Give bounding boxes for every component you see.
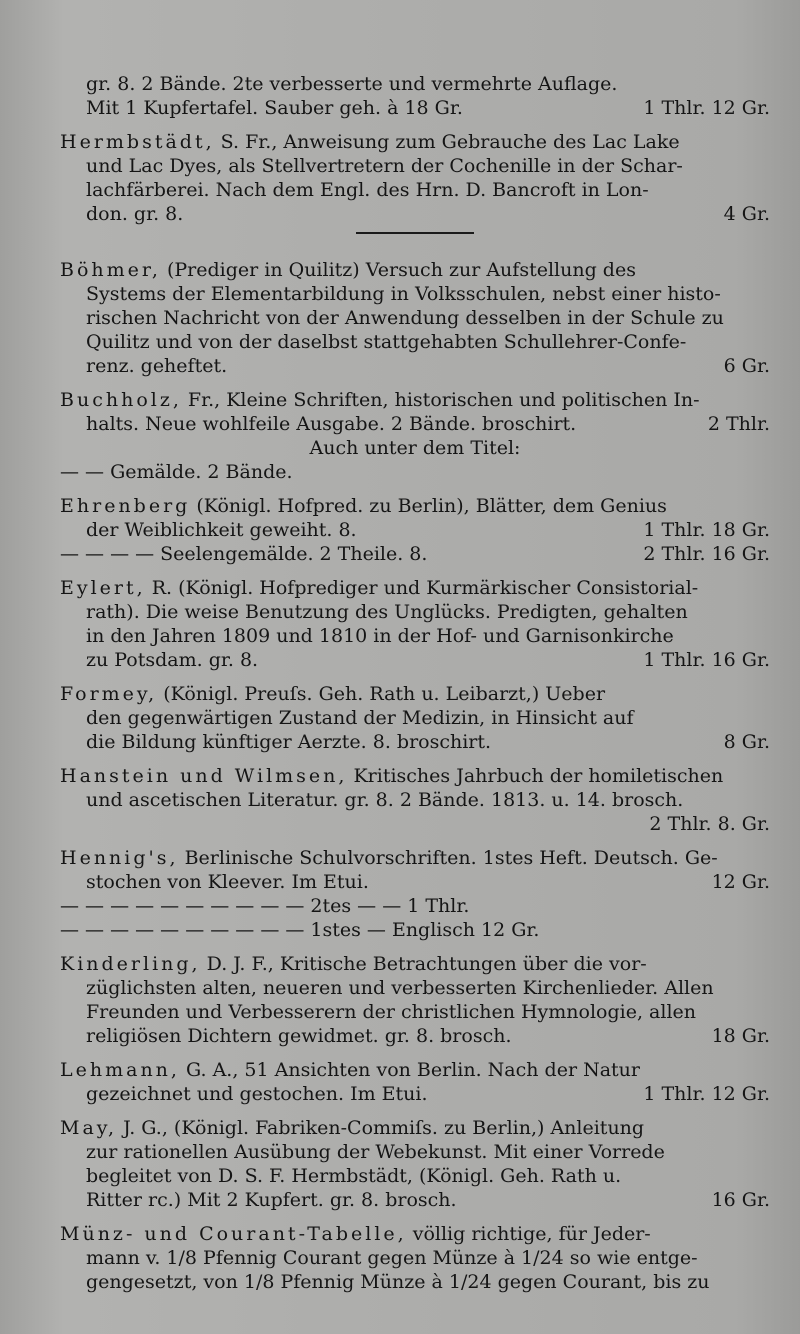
line-text: — — — — — — — — — — 1stes — Englisch 12 Gr. (60, 919, 540, 941)
line-text: gezeichnet und gestochen. Im Etui. (86, 1083, 428, 1105)
title-text: J. G., (Königl. Fabriken-Commiſs. zu Berlin,) Anleitung (117, 1117, 645, 1139)
line-text: gengesetzt, von 1/8 Pfennig Münze à 1/24 gegen Courant, bis zu (86, 1271, 710, 1293)
line-text: don. gr. 8. (86, 203, 184, 225)
author-name: Buchholz, (60, 389, 182, 411)
line-text: der Weiblichkeit geweiht. 8. (86, 519, 357, 541)
entry-line (60, 72, 770, 96)
entry-line (60, 600, 770, 624)
price: 12 Gr. (711, 871, 770, 893)
entry-gap (60, 1212, 770, 1222)
title-text: (Prediger in Quilitz) Versuch zur Aufstellung des (160, 259, 636, 281)
line-text: lachfärberei. Nach dem Engl. des Hrn. D. Bancroft in Lon- (86, 179, 649, 201)
entry-line (60, 706, 770, 730)
entry-line (60, 330, 770, 354)
line-text: Auch unter dem Titel: (309, 437, 521, 459)
entry-gap (60, 672, 770, 682)
author-name: Ehrenberg (60, 495, 191, 517)
entry-line (60, 976, 770, 1000)
entry-line (60, 1246, 770, 1270)
title-text: Berlinische Schulvorschriften. 1stes Heft. Deutsch. Ge- (178, 847, 718, 869)
entry-line (60, 282, 770, 306)
entry-line (60, 130, 770, 154)
line-text: züglichsten alten, neueren und verbesserten Kirchenlieder. Allen (86, 977, 714, 999)
title-text: R. (Königl. Hofprediger und Kurmärkischer Consistorial- (145, 577, 699, 599)
entry-gap (60, 484, 770, 494)
line-text: Systems der Elementarbildung in Volksschulen, nebst einer histo- (86, 283, 721, 305)
line-text (60, 388, 700, 412)
line-text (60, 1222, 651, 1246)
entry-line (60, 518, 770, 542)
line-text: Freunden und Verbesserern der christlichen Hymnologie, allen (86, 1001, 697, 1023)
catalog-entry (60, 764, 770, 836)
entry-line (60, 258, 770, 282)
entry-line (60, 1270, 770, 1294)
catalog-entry (60, 952, 770, 1048)
price: 1 Thlr. 12 Gr. (643, 97, 770, 119)
entry-line (60, 460, 770, 484)
entry-line (60, 1116, 770, 1140)
catalog-entry (60, 1058, 770, 1106)
entry-line (60, 730, 770, 754)
entry-line (60, 1188, 770, 1212)
title-text: (Königl. Preuſs. Geh. Rath u. Leibarzt,) Ueber (157, 683, 606, 705)
entry-line (60, 354, 770, 378)
catalog-entry (60, 494, 770, 566)
author-name: Hanstein und Wilmsen, (60, 765, 348, 787)
entry-line (60, 306, 770, 330)
entry-line (60, 846, 770, 870)
price: 1 Thlr. 12 Gr. (643, 1083, 770, 1105)
entry-line (60, 96, 770, 120)
title-text: D. J. F., Kritische Betrachtungen über die vor- (200, 953, 647, 975)
line-text: Mit 1 Kupfertafel. Sauber geh. à 18 Gr. (86, 97, 463, 119)
price: 2 Thlr. 16 Gr. (643, 543, 770, 565)
line-text (60, 846, 718, 870)
entry-gap (60, 120, 770, 130)
catalog-entry (60, 1116, 770, 1212)
entry-line (60, 1000, 770, 1024)
line-text: die Bildung künftiger Aerzte. 8. broschirt. (86, 731, 492, 753)
entry-line (60, 788, 770, 812)
line-text: und Lac Dyes, als Stellvertretern der Cochenille in der Schar- (86, 155, 683, 177)
line-text: — — — — Seelengemälde. 2 Theile. 8. (60, 543, 428, 565)
price: 4 Gr. (723, 203, 770, 225)
catalog-entry (60, 576, 770, 672)
line-text (60, 682, 605, 706)
entry-line (60, 894, 770, 918)
entry-line (60, 178, 770, 202)
author-name: Lehmann, (60, 1059, 180, 1081)
line-text (60, 258, 636, 282)
entry-line (60, 952, 770, 976)
entry-line (60, 1140, 770, 1164)
author-name: Formey, (60, 683, 158, 705)
price: 1 Thlr. 18 Gr. (643, 519, 770, 541)
line-text: den gegenwärtigen Zustand der Medizin, in Hinsicht auf (86, 707, 634, 729)
line-text (60, 1058, 640, 1082)
price: 18 Gr. (711, 1025, 770, 1047)
entry-line (60, 412, 770, 436)
price: 1 Thlr. 16 Gr. (643, 649, 770, 671)
author-name: Eylert, (60, 577, 146, 599)
line-text: rath). Die weise Benutzung des Unglücks. Predigten, gehalten (86, 601, 688, 623)
entry-line (60, 682, 770, 706)
entry-gap (60, 836, 770, 846)
line-text: zur rationellen Ausübung der Webekunst. Mit einer Vorrede (86, 1141, 665, 1163)
line-text: rischen Nachricht von der Anwendung desselben in der Schule zu (86, 307, 724, 329)
line-text: stochen von Kleever. Im Etui. (86, 871, 369, 893)
entry-gap (60, 754, 770, 764)
author-name: May, (60, 1117, 118, 1139)
title-text: S. Fr., Anweisung zum Gebrauche des Lac Lake (214, 131, 680, 153)
title-text: G. A., 51 Ansichten von Berlin. Nach der Natur (179, 1059, 640, 1081)
entry-line (60, 1024, 770, 1048)
line-text: — — — — — — — — — — 2tes — — 1 Thlr. (60, 895, 470, 917)
author-name: Kinderling, (60, 953, 201, 975)
line-text: gr. 8. 2 Bände. 2te verbesserte und vermehrte Auflage. (86, 73, 618, 95)
entry-line (60, 388, 770, 412)
entry-line (60, 494, 770, 518)
price: 2 Thlr. 8. Gr. (649, 813, 770, 835)
entry-line (60, 576, 770, 600)
author-name: Münz- und Courant-Tabelle, (60, 1223, 407, 1245)
line-text: halts. Neue wohlfeile Ausgabe. 2 Bände. broschirt. (86, 413, 577, 435)
entry-line (60, 1164, 770, 1188)
line-text: und ascetischen Literatur. gr. 8. 2 Bände. 1813. u. 14. brosch. (86, 789, 684, 811)
entry-gap (60, 566, 770, 576)
title-text: Fr., Kleine Schriften, historischen und politischen In- (181, 389, 700, 411)
catalog-entry (60, 258, 770, 378)
catalog-column (60, 72, 770, 1294)
author-name: Hennig's, (60, 847, 179, 869)
entry-line (60, 812, 770, 836)
catalog-entry (60, 388, 770, 484)
title-text: völlig richtige, für Jeder- (406, 1223, 651, 1245)
title-text: (Königl. Hofpred. zu Berlin), Blätter, dem Genius (190, 495, 667, 517)
price: 16 Gr. (711, 1189, 770, 1211)
line-text: mann v. 1/8 Pfennig Courant gegen Münze à 1/24 so wie entge- (86, 1247, 698, 1269)
entry-gap (60, 378, 770, 388)
line-text: — — Gemälde. 2 Bände. (60, 461, 293, 483)
catalog-entry (60, 682, 770, 754)
line-text: begleitet von D. S. F. Hermbstädt, (Königl. Geh. Rath u. (86, 1165, 622, 1187)
price: 6 Gr. (723, 355, 770, 377)
line-text: Ritter rc.) Mit 2 Kupfert. gr. 8. brosch. (86, 1189, 457, 1211)
line-text (60, 130, 680, 154)
catalog-entry (60, 1222, 770, 1294)
entry-line (60, 870, 770, 894)
price: 2 Thlr. (707, 413, 770, 435)
line-text (60, 576, 698, 600)
entry-line (60, 624, 770, 648)
line-text (60, 764, 723, 788)
line-text: zu Potsdam. gr. 8. (86, 649, 259, 671)
entry-gap (60, 1048, 770, 1058)
entry-line (60, 1222, 770, 1246)
line-text (60, 1116, 644, 1140)
entry-line (60, 1082, 770, 1106)
entry-line (60, 542, 770, 566)
line-text: religiösen Dichtern gewidmet. gr. 8. brosch. (86, 1025, 512, 1047)
catalog-entry (60, 72, 770, 120)
section-divider (356, 232, 474, 234)
entry-line (60, 764, 770, 788)
line-text (60, 952, 647, 976)
entry-line (60, 202, 770, 226)
entry-line (60, 918, 770, 942)
entry-gap (60, 942, 770, 952)
author-name: Hermbstädt, (60, 131, 215, 153)
entry-line (60, 436, 770, 460)
price: 8 Gr. (723, 731, 770, 753)
entry-gap (60, 1106, 770, 1116)
title-text: Kritisches Jahrbuch der homiletischen (347, 765, 724, 787)
line-text: renz. geheftet. (86, 355, 228, 377)
author-name: Böhmer, (60, 259, 161, 281)
catalog-entry (60, 130, 770, 226)
catalog-entry (60, 846, 770, 942)
line-text: Quilitz und von der daselbst stattgehabten Schullehrer-Confe- (86, 331, 687, 353)
entry-line (60, 1058, 770, 1082)
line-text: in den Jahren 1809 und 1810 in der Hof- und Garnisonkirche (86, 625, 674, 647)
line-text (60, 494, 667, 518)
entry-line (60, 154, 770, 178)
entry-line (60, 648, 770, 672)
